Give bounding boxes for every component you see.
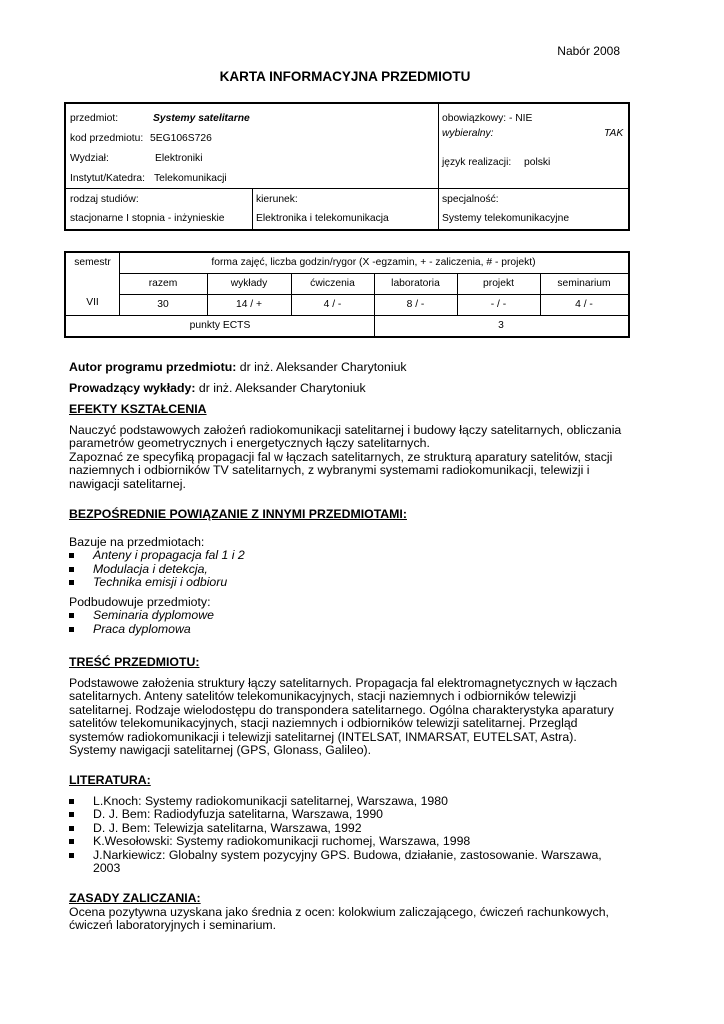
instytut-label: Instytut/Katedra:	[70, 173, 145, 184]
prowadzacy-label: Prowadzący wykłady:	[69, 381, 196, 395]
tresc-line: satelitarnej. Rodzaje wielodostępu do transpondera satelitarnego. Ogólna charakterystyka aparatury	[69, 702, 614, 717]
zasady-line: Ocena pozytywna uzyskana jako średnia z ocen: kolokwium zaliczającego, ćwiczeń rachunkowych,	[69, 904, 609, 919]
list-item-text-cont: 2003	[93, 861, 121, 875]
col-razem: razem	[148, 278, 178, 289]
ects-value: 3	[498, 320, 504, 331]
semestr-value: VII	[86, 297, 99, 308]
efekty-section	[69, 403, 629, 491]
kod-value: 5EG106S726	[150, 133, 212, 144]
literatura-list	[69, 795, 629, 876]
wydzial-value: Elektroniki	[155, 153, 203, 164]
efekty-line: parametrów geometrycznych i energetycznych łączy satelitarnych.	[69, 436, 430, 450]
powiazania-section	[69, 508, 629, 636]
tresc-section	[69, 656, 629, 758]
list-item	[69, 795, 629, 809]
bullet-icon	[69, 580, 74, 585]
page-title: KARTA INFORMACYJNA PRZEDMIOTU	[219, 69, 471, 84]
list-item	[69, 849, 629, 876]
jezyk-value: polski	[524, 157, 551, 168]
kierunek-value: Elektronika i telekomunikacja	[256, 213, 389, 224]
bullet-icon	[69, 799, 74, 804]
prowadzacy-value: dr inż. Aleksander Charytoniuk	[195, 381, 366, 395]
bullet-icon	[69, 839, 74, 844]
efekty-line: Zapoznać ze specyfiką propagacji fal w łączach satelitarnych, ze strukturą aparatury satelitów, stacji	[69, 449, 613, 464]
list-item-text: J.Narkiewicz: Globalny system pozycyjny GPS. Budowa, działanie, zastosowanie. Warszawa,	[93, 847, 602, 862]
efekty-line: naziemnych i odbiorników TV satelitarnych, z wybranymi systemami radiokomunikacji, telewizji i	[69, 463, 590, 477]
list-item-text: D. J. Bem: Radiodyfuzja satelitarna, Warszawa, 1990	[93, 807, 384, 821]
list-item	[69, 835, 629, 849]
val-razem: 30	[157, 299, 169, 310]
ects-label: punkty ECTS	[189, 320, 251, 331]
tresc-line: systemów radiokomunikacji i telewizji satelitarnej (INTELSAT, INMARSAT, EUTELSAT, Astra).	[69, 729, 577, 744]
list-item-text: L.Knoch: Systemy radiokomunikacji satelitarnej, Warszawa, 1980	[93, 793, 448, 808]
val-wyklady: 14 / +	[235, 299, 263, 310]
val-cwiczenia: 4 / -	[323, 299, 342, 310]
list-item	[69, 576, 629, 590]
autor-line	[69, 361, 629, 375]
zasady-line: ćwiczeń laboratoryjnych i seminarium.	[69, 918, 277, 932]
bullet-icon	[69, 567, 74, 572]
podbudowuje-label: Podbudowuje przedmioty:	[69, 594, 211, 609]
przedmiot-value: Systemy satelitarne	[153, 113, 250, 124]
jezyk-label: język realizacji:	[442, 157, 512, 168]
wybieralny-value: TAK	[604, 128, 624, 139]
list-item-text: Modulacja i detekcja,	[93, 561, 208, 576]
list-item-text: Technika emisji i odbioru	[93, 575, 228, 589]
bullet-icon	[69, 613, 74, 618]
list-item	[69, 808, 629, 822]
autor-label: Autor programu przedmiotu:	[69, 360, 237, 374]
hours-table	[64, 251, 630, 338]
list-item-text: Anteny i propagacja fal 1 i 2	[93, 548, 245, 562]
col-cwiczenia: ćwiczenia	[310, 278, 355, 289]
instytut-value: Telekomunikacji	[154, 173, 227, 184]
tresc-line: satelitarnych. Anteny satelitów telekomunikacyjnych, stacji naziemnych i odbiorników telewizji	[69, 689, 577, 703]
specjalnosc-value: Systemy telekomunikacyjne	[442, 213, 570, 224]
zasady-section	[69, 892, 629, 933]
course-info-table	[64, 102, 630, 231]
list-item	[69, 623, 629, 637]
bullet-icon	[69, 826, 74, 831]
efekty-heading: EFEKTY KSZTAŁCENIA	[69, 402, 207, 416]
forma-label: forma zajęć, liczba godzin/rygor (X -egzamin, + - zaliczenia, # - projekt)	[211, 257, 536, 268]
col-laboratoria: laboratoria	[391, 278, 440, 289]
kod-label: kod przedmiotu:	[70, 133, 144, 144]
val-laboratoria: 8 / -	[406, 299, 425, 310]
bullet-icon	[69, 853, 74, 858]
rodzaj-value: stacjonarne I stopnia - inżynieskie	[70, 213, 225, 224]
tresc-line: Podstawowe założenia struktury łączy satelitarnych. Propagacja fal elektromagnetycznych w łączach	[69, 675, 618, 690]
literatura-section	[69, 774, 629, 876]
powiazania-heading: BEZPOŚREDNIE POWIĄZANIE Z INNYMI PRZEDMIOTAMI:	[69, 507, 407, 521]
tresc-line: satelitów telekomunikacyjnych, stacji naziemnych i odbiorników telewizji satelitarnej. Przegląd	[69, 716, 578, 730]
val-seminarium: 4 / -	[575, 299, 593, 310]
list-item-text: K.Wesołowski: Systemy radiokomunikacji ruchomej, Warszawa, 1998	[93, 834, 471, 848]
efekty-line: Nauczyć podstawowych założeń radiokomunikacji satelitarnej i budowy łączy satelitarnych, obliczania	[69, 422, 622, 437]
semestr-label: semestr	[74, 257, 111, 268]
col-projekt: projekt	[483, 278, 514, 289]
list-item	[69, 609, 629, 623]
obowiazkowy-field: obowiązkowy: - NIE	[442, 113, 533, 124]
recruitment-year: Nabór 2008	[557, 44, 620, 58]
bazuje-list	[69, 549, 629, 590]
list-item	[69, 549, 629, 563]
przedmiot-label: przedmiot:	[70, 113, 119, 124]
tresc-line: Systemy nawigacji satelitarnej (GPS, Glonass, Galileo).	[69, 743, 372, 757]
bullet-icon	[69, 553, 74, 558]
kierunek-label: kierunek:	[256, 194, 298, 205]
wybieralny-label: wybieralny:	[442, 128, 494, 139]
list-item	[69, 822, 629, 836]
wydzial-label: Wydział:	[70, 153, 109, 164]
val-projekt: - / -	[490, 299, 507, 310]
col-seminarium: seminarium	[557, 278, 611, 289]
rodzaj-label: rodzaj studiów:	[70, 194, 139, 205]
tresc-heading: TREŚĆ PRZEDMIOTU:	[69, 655, 200, 669]
literatura-heading: LITERATURA:	[69, 773, 151, 787]
prowadzacy-line	[69, 382, 629, 396]
bazuje-label: Bazuje na przedmiotach:	[69, 534, 205, 549]
col-wyklady: wykłady	[230, 278, 268, 289]
list-item-text: Praca dyplomowa	[93, 621, 191, 636]
list-item-text: Seminaria dyplomowe	[93, 608, 214, 622]
autor-value: dr inż. Aleksander Charytoniuk	[236, 360, 407, 374]
zasady-heading: ZASADY ZALICZANIA:	[69, 891, 201, 905]
efekty-line: nawigacji satelitarnej.	[69, 476, 186, 491]
bullet-icon	[69, 812, 74, 817]
specjalnosc-label: specjalność:	[442, 194, 499, 205]
podbudowuje-list	[69, 609, 629, 636]
list-item	[69, 563, 629, 577]
list-item-text: D. J. Bem: Telewizja satelitarna, Warszawa, 1992	[93, 820, 362, 835]
bullet-icon	[69, 627, 74, 632]
